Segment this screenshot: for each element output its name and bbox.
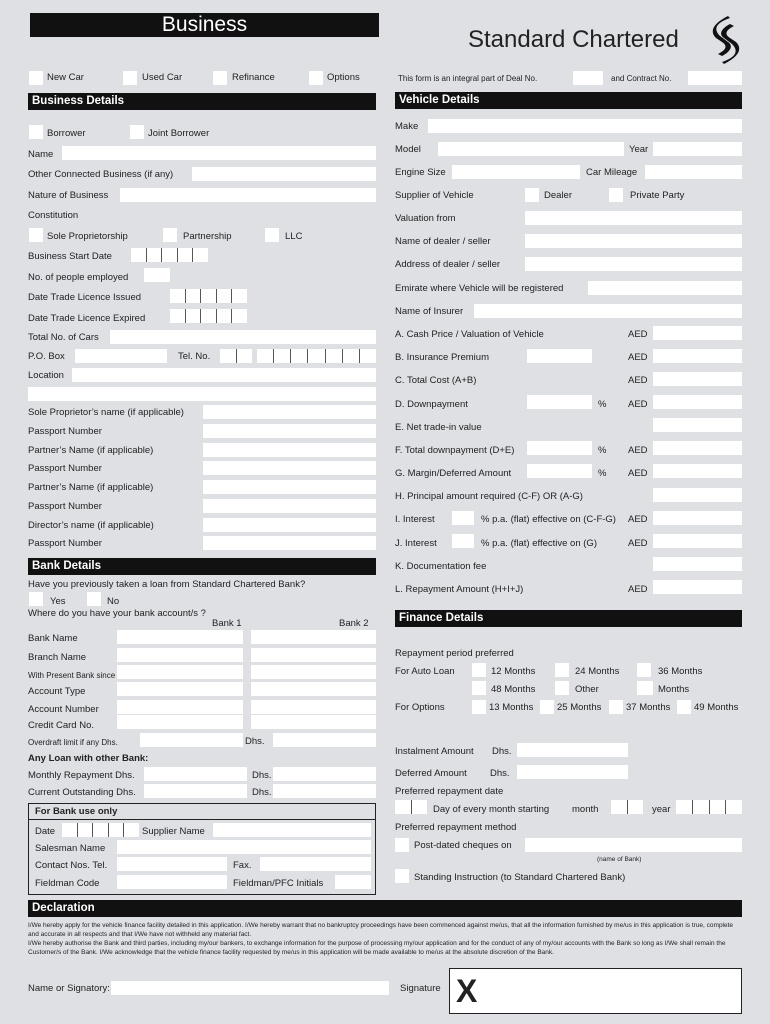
row-i-label-2: % p.a. (flat) effective on (C-F-G) xyxy=(481,514,616,525)
fieldman-field[interactable] xyxy=(117,875,227,889)
pdc-bank-field[interactable] xyxy=(525,838,742,852)
passport3-field[interactable] xyxy=(203,499,376,513)
m12-label: 12 Months xyxy=(491,666,536,677)
row-j-label-2: % p.a. (flat) effective on (G) xyxy=(481,538,597,549)
row-b-label: B. Insurance Premium xyxy=(395,352,489,363)
name-signatory-label: Name or Signatory: xyxy=(28,983,110,994)
row-g-field[interactable] xyxy=(653,464,742,478)
declaration-heading: Declaration xyxy=(28,900,742,917)
row-f-label: F. Total downpayment (D+E) xyxy=(395,445,515,456)
row-l-label: L. Repayment Amount (H+I+J) xyxy=(395,584,524,595)
page-title: Business xyxy=(161,13,248,36)
signature-box[interactable] xyxy=(449,968,742,1014)
row-k-field[interactable] xyxy=(653,557,742,571)
refinance-checkbox[interactable] xyxy=(213,71,227,85)
fax-label: Fax. xyxy=(233,860,252,871)
used-car-label: Used Car xyxy=(142,72,183,83)
borrower-checkbox[interactable] xyxy=(29,125,43,139)
brand-logo-icon xyxy=(708,16,744,64)
branch-2-field[interactable] xyxy=(251,648,376,662)
partner2-label: Partner’s Name (if applicable) xyxy=(28,482,154,493)
engine-label: Engine Size xyxy=(395,167,446,178)
date-field[interactable] xyxy=(62,823,139,837)
insurer-label: Name of Insurer xyxy=(395,306,464,317)
pfc-field[interactable] xyxy=(335,875,371,889)
m25-checkbox[interactable] xyxy=(540,700,554,714)
name-of-bank-caption: (name of Bank) xyxy=(597,856,642,863)
salesman-label: Salesman Name xyxy=(35,843,106,854)
location-field-2[interactable] xyxy=(28,387,376,401)
emirate-label: Emirate where Vehicle will be registered xyxy=(395,283,564,294)
name-label: Name xyxy=(28,149,54,160)
constitution-label: Constitution xyxy=(28,210,79,221)
monthly-label: Monthly Repayment Dhs. xyxy=(28,770,135,781)
instalment-field[interactable] xyxy=(517,743,628,757)
row-a-aed: AED xyxy=(628,329,648,340)
day-field[interactable] xyxy=(395,800,427,814)
bank-details-heading: Bank Details xyxy=(28,558,376,575)
cc-label: Credit Card No. xyxy=(28,720,94,731)
passport1-field[interactable] xyxy=(203,424,376,438)
location-field[interactable] xyxy=(72,368,376,382)
m48-checkbox[interactable] xyxy=(472,681,486,695)
period-label: Repayment period preferred xyxy=(395,648,514,659)
present-2-field[interactable] xyxy=(251,665,376,679)
no-checkbox[interactable] xyxy=(87,592,101,606)
present-1-field[interactable] xyxy=(117,665,243,679)
insurer-field[interactable] xyxy=(474,304,742,318)
vehicle-details-heading: Vehicle Details xyxy=(395,92,742,109)
any-loan-label: Any Loan with other Bank: xyxy=(28,753,149,764)
month-field[interactable] xyxy=(611,800,643,814)
monthly-2-field[interactable] xyxy=(273,767,376,781)
row-c-aed: AED xyxy=(628,375,648,386)
passport2-label: Passport Number xyxy=(28,463,102,474)
name-field[interactable] xyxy=(62,146,376,160)
row-a-label: A. Cash Price / Valuation of Vehicle xyxy=(395,329,544,340)
row-f-aed: AED xyxy=(628,445,648,456)
private-label: Private Party xyxy=(630,190,685,201)
dealer-label: Dealer xyxy=(544,190,572,201)
location-label: Location xyxy=(28,370,64,381)
auto-loan-label: For Auto Loan xyxy=(395,666,455,677)
row-j-label: J. Interest xyxy=(395,538,437,549)
supplier-label: Supplier Name xyxy=(142,826,205,837)
month-label: month xyxy=(572,804,599,815)
lic-issued-field[interactable] xyxy=(170,289,247,303)
row-j-aed: AED xyxy=(628,538,648,549)
pdc-checkbox[interactable] xyxy=(395,838,409,852)
finance-details-heading: Finance Details xyxy=(395,610,742,627)
m49-label: 49 Months xyxy=(694,702,739,713)
llc-checkbox[interactable] xyxy=(265,228,279,242)
dealer-addr-label: Address of dealer / seller xyxy=(395,259,501,270)
present-label: With Present Bank since xyxy=(28,671,116,680)
m13-label: 13 Months xyxy=(489,702,534,713)
partnership-checkbox[interactable] xyxy=(163,228,177,242)
row-b-aed: AED xyxy=(628,352,648,363)
refinance-label: Refinance xyxy=(232,72,275,83)
bank-name-2-field[interactable] xyxy=(251,630,376,644)
salesman-field[interactable] xyxy=(117,840,371,854)
pref-date-label: Preferred repayment date xyxy=(395,786,504,797)
people-label: No. of people employed xyxy=(28,272,129,283)
pdc-label: Post-dated cheques on xyxy=(414,840,512,851)
tel-field-a[interactable] xyxy=(220,349,252,363)
no-label: No xyxy=(107,596,120,607)
row-g-field-pct[interactable] xyxy=(527,464,592,478)
mileage-field[interactable] xyxy=(645,165,742,179)
m24-checkbox[interactable] xyxy=(555,663,569,677)
row-b-field-pct[interactable] xyxy=(527,349,592,363)
row-i-aed: AED xyxy=(628,514,648,525)
row-f-field-pct[interactable] xyxy=(527,441,592,455)
integral-label: This form is an integral part of Deal No. xyxy=(398,74,538,83)
bank1-label: Bank 1 xyxy=(212,618,242,629)
deal-no-field[interactable] xyxy=(573,71,603,85)
row-e-label: E. Net trade-in value xyxy=(395,422,482,433)
partnership-label: Partnership xyxy=(183,231,232,242)
row-a-field[interactable] xyxy=(653,326,742,340)
m37-label: 37 Months xyxy=(626,702,671,713)
day-every-label: Day of every month starting xyxy=(433,804,550,815)
other-connected-label: Other Connected Business (if any) xyxy=(28,169,174,180)
overdraft-1-field[interactable] xyxy=(140,733,243,747)
new-car-label: New Car xyxy=(47,72,84,83)
passport4-field[interactable] xyxy=(203,536,376,550)
row-g-aed: AED xyxy=(628,468,648,479)
new-car-checkbox[interactable] xyxy=(29,71,43,85)
pobox-label: P.O. Box xyxy=(28,351,65,362)
m13-checkbox[interactable] xyxy=(472,700,486,714)
contact-field[interactable] xyxy=(117,857,227,871)
dealer-addr-field[interactable] xyxy=(525,257,742,271)
m24-label: 24 Months xyxy=(575,666,620,677)
date-label: Date xyxy=(35,826,56,837)
start-date-field[interactable] xyxy=(131,248,208,262)
row-b-field[interactable] xyxy=(653,349,742,363)
previous-loan-label: Have you previously taken a loan from Standard Chartered Bank? xyxy=(28,579,306,590)
director-field[interactable] xyxy=(203,518,376,532)
tel-field-b[interactable] xyxy=(257,349,376,363)
branch-1-field[interactable] xyxy=(117,648,243,662)
brand-name: Standard Chartered xyxy=(468,26,679,53)
cc-1-field[interactable] xyxy=(117,715,243,729)
cars-field[interactable] xyxy=(110,330,376,344)
signature-label: Signature xyxy=(400,983,441,994)
contract-label: and Contract No. xyxy=(611,74,672,83)
monthly-dhs-label: Dhs. xyxy=(252,770,272,781)
row-d-field-pct[interactable] xyxy=(527,395,592,409)
row-d-aed: AED xyxy=(628,399,648,410)
other-months-field[interactable] xyxy=(637,681,653,695)
fax-field[interactable] xyxy=(260,857,371,871)
supplier-field[interactable] xyxy=(213,823,371,837)
acc-num-2-field[interactable] xyxy=(251,700,376,714)
passport2-field[interactable] xyxy=(203,461,376,475)
sole-label: Sole Proprietorship xyxy=(47,231,128,242)
row-j-rate-field[interactable] xyxy=(452,534,474,548)
row-g-pct: % xyxy=(598,468,607,479)
row-f-field[interactable] xyxy=(653,441,742,455)
options-label: Options xyxy=(327,72,360,83)
m37-checkbox[interactable] xyxy=(609,700,623,714)
m49-checkbox[interactable] xyxy=(677,700,691,714)
row-k-label: K. Documentation fee xyxy=(395,561,487,572)
cars-label: Total No. of Cars xyxy=(28,332,99,343)
mileage-label: Car Mileage xyxy=(586,167,638,178)
used-car-checkbox[interactable] xyxy=(123,71,137,85)
acc-type-2-field[interactable] xyxy=(251,682,376,696)
sole-name-label: Sole Proprietor’s name (if applicable) xyxy=(28,407,184,418)
passport1-label: Passport Number xyxy=(28,426,102,437)
acc-type-label: Account Type xyxy=(28,686,86,697)
tel-label: Tel. No. xyxy=(178,351,211,362)
m36-label: 36 Months xyxy=(658,666,703,677)
signature-x-mark: X xyxy=(456,973,478,1009)
nature-label: Nature of Business xyxy=(28,190,109,201)
yes-label: Yes xyxy=(50,596,66,607)
row-g-label: G. Margin/Deferred Amount xyxy=(395,468,512,479)
row-h-label: H. Principal amount required (C-F) OR (A-G) xyxy=(395,491,583,502)
make-field[interactable] xyxy=(428,119,742,133)
other-months-label: Months xyxy=(658,684,690,695)
standing-label: Standing Instruction (to Standard Chartered Bank) xyxy=(414,872,626,883)
row-i-field[interactable] xyxy=(653,511,742,525)
partner2-field[interactable] xyxy=(203,480,376,494)
start-date-label: Business Start Date xyxy=(28,251,112,262)
bank-name-label: Bank Name xyxy=(28,633,78,644)
nature-field[interactable] xyxy=(120,188,376,202)
row-h-field[interactable] xyxy=(653,488,742,502)
acc-type-1-field[interactable] xyxy=(117,682,243,696)
year-label-fin: year xyxy=(652,804,671,815)
dealer-name-label: Name of dealer / seller xyxy=(395,236,491,247)
row-i-rate-field[interactable] xyxy=(452,511,474,525)
make-label: Make xyxy=(395,121,419,132)
contract-no-field[interactable] xyxy=(688,71,742,85)
row-l-field[interactable] xyxy=(653,580,742,594)
business-details-heading: Business Details xyxy=(28,93,376,110)
m12-checkbox[interactable] xyxy=(472,663,486,677)
row-c-label: C. Total Cost (A+B) xyxy=(395,375,477,386)
row-l-aed: AED xyxy=(628,584,648,595)
lic-expired-label: Date Trade Licence Expired xyxy=(28,313,146,324)
monthly-1-field[interactable] xyxy=(144,767,247,781)
people-field[interactable] xyxy=(144,268,170,282)
other-label: Other xyxy=(575,684,599,695)
model-field[interactable] xyxy=(438,142,624,156)
outstanding-1-field[interactable] xyxy=(144,784,247,798)
partner1-label: Partner’s Name (if applicable) xyxy=(28,445,154,456)
row-f-pct: % xyxy=(598,445,607,456)
lic-issued-label: Date Trade Licence Issued xyxy=(28,292,142,303)
sole-checkbox[interactable] xyxy=(29,228,43,242)
standing-checkbox[interactable] xyxy=(395,869,409,883)
year-field-fin[interactable] xyxy=(676,800,742,814)
pfc-label: Fieldman/PFC Initials xyxy=(233,878,324,889)
passport4-label: Passport Number xyxy=(28,538,102,549)
m36-checkbox[interactable] xyxy=(637,663,651,677)
row-i-label: I. Interest xyxy=(395,514,435,525)
row-d-pct: % xyxy=(598,399,607,410)
row-e-field[interactable] xyxy=(653,418,742,432)
deferred-field[interactable] xyxy=(517,765,628,779)
private-checkbox[interactable] xyxy=(609,188,623,202)
bank2-label: Bank 2 xyxy=(339,618,369,629)
declaration-p2: I/We hereby authorise the Bank and third parties, including my/our bankers, to exchange information for the purpose of processing my/our application and for the conduct of any of my/our accounts with the Bank so long as I/We shall remain the Customer/s of the Bank. I/We acknowledge that the vehicle finance facility requested by me/us in this application will be made available to me/us at the absolute discretion of the Bank. xyxy=(28,940,726,956)
row-d-label: D. Downpayment xyxy=(395,399,468,410)
options-checkbox[interactable] xyxy=(309,71,323,85)
bank-use-header-line xyxy=(28,819,376,820)
other-connected-field[interactable] xyxy=(192,167,376,181)
lic-expired-field[interactable] xyxy=(170,309,247,323)
branch-label: Branch Name xyxy=(28,652,87,663)
fieldman-label: Fieldman Code xyxy=(35,878,100,889)
overdraft-dhs-label: Dhs. xyxy=(245,736,265,747)
outstanding-label: Current Outstanding Dhs. xyxy=(28,787,136,798)
row-c-field[interactable] xyxy=(653,372,742,386)
llc-label: LLC xyxy=(285,231,303,242)
acc-num-label: Account Number xyxy=(28,704,99,715)
yes-checkbox[interactable] xyxy=(29,592,43,606)
pref-method-label: Preferred repayment method xyxy=(395,822,517,833)
bank-name-1-field[interactable] xyxy=(117,630,243,644)
cc-2-field[interactable] xyxy=(251,715,376,729)
valuation-label: Valuation from xyxy=(395,213,456,224)
year-label: Year xyxy=(629,144,649,155)
m48-label: 48 Months xyxy=(491,684,536,695)
instalment-label: Instalment Amount xyxy=(395,746,474,757)
contact-label: Contact Nos. Tel. xyxy=(35,860,108,871)
row-d-field[interactable] xyxy=(653,395,742,409)
row-j-field[interactable] xyxy=(653,534,742,548)
options-label-fin: For Options xyxy=(395,702,445,713)
engine-field[interactable] xyxy=(452,165,580,179)
passport3-label: Passport Number xyxy=(28,501,102,512)
model-label: Model xyxy=(395,144,421,155)
acc-num-1-field[interactable] xyxy=(117,700,243,714)
year-field[interactable] xyxy=(653,142,742,156)
instalment-dhs: Dhs. xyxy=(492,746,512,757)
outstanding-2-field[interactable] xyxy=(273,784,376,798)
overdraft-2-field[interactable] xyxy=(273,733,376,747)
declaration-p1: I/We hereby apply for the vehicle finance facility detailed in this application. I/We hereby warrant that no bankruptcy proceedings have been commenced against me/us, that all the information furnished by me/us in this application is true, complete and accurate in all respects and that I/We have not withheld any material fact. xyxy=(28,922,734,938)
director-label: Director’s name (if applicable) xyxy=(28,520,154,531)
borrower-label: Borrower xyxy=(47,128,86,139)
m25-label: 25 Months xyxy=(557,702,602,713)
dealer-name-field[interactable] xyxy=(525,234,742,248)
dealer-checkbox[interactable] xyxy=(525,188,539,202)
bank-use-heading: For Bank use only xyxy=(35,806,118,817)
name-signatory-field[interactable] xyxy=(111,981,389,995)
page-title-bar xyxy=(30,13,379,37)
emirate-field[interactable] xyxy=(588,281,742,295)
partner1-field[interactable] xyxy=(203,443,376,457)
outstanding-dhs-label: Dhs. xyxy=(252,787,272,798)
sole-name-field[interactable] xyxy=(203,405,376,419)
other-checkbox[interactable] xyxy=(555,681,569,695)
where-label: Where do you have your bank account/s ? xyxy=(28,608,206,619)
deferred-dhs: Dhs. xyxy=(490,768,510,779)
overdraft-label: Overdraft limit if any Dhs. xyxy=(28,738,118,747)
pobox-field[interactable] xyxy=(75,349,167,363)
joint-borrower-checkbox[interactable] xyxy=(130,125,144,139)
valuation-field[interactable] xyxy=(525,211,742,225)
deferred-label: Deferred Amount xyxy=(395,768,467,779)
joint-borrower-label: Joint Borrower xyxy=(148,128,210,139)
supplier-vehicle-label: Supplier of Vehicle xyxy=(395,190,474,201)
